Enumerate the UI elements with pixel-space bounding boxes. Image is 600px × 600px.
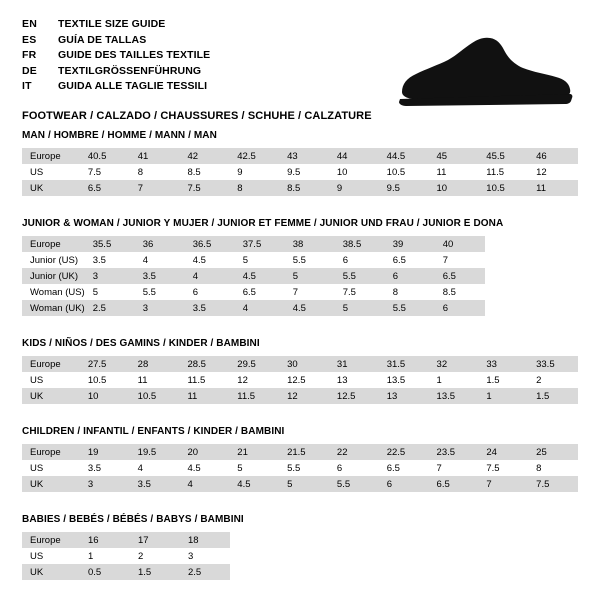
size-cell: 4 bbox=[130, 460, 180, 476]
size-cell: 4.5 bbox=[229, 476, 279, 492]
size-cell: 9 bbox=[229, 164, 279, 180]
row-label: UK bbox=[22, 180, 80, 196]
size-cell: 4.5 bbox=[235, 268, 285, 284]
size-cell: 12 bbox=[229, 372, 279, 388]
size-cell: 31 bbox=[329, 356, 379, 372]
table-row bbox=[22, 476, 578, 492]
size-cell: 3 bbox=[135, 300, 185, 316]
size-cell: 11.5 bbox=[179, 372, 229, 388]
size-cell: 1 bbox=[478, 388, 528, 404]
size-cell: 6 bbox=[335, 252, 385, 268]
size-cell: 5.5 bbox=[335, 268, 385, 284]
size-cell: 5 bbox=[279, 476, 329, 492]
size-cell: 45.5 bbox=[478, 148, 528, 164]
table-row bbox=[22, 300, 485, 316]
size-cell: 13.5 bbox=[379, 372, 429, 388]
size-cell: 22 bbox=[329, 444, 379, 460]
size-cell: 35.5 bbox=[85, 236, 135, 252]
table-row bbox=[22, 356, 578, 372]
language-code: IT bbox=[22, 80, 32, 92]
size-cell: 39 bbox=[385, 236, 435, 252]
row-label: Junior (US) bbox=[22, 252, 85, 268]
row-label: US bbox=[22, 372, 80, 388]
size-cell: 32 bbox=[429, 356, 479, 372]
size-cell: 12.5 bbox=[279, 372, 329, 388]
table-row bbox=[22, 388, 578, 404]
size-cell: 3 bbox=[85, 268, 135, 284]
size-cell: 6.5 bbox=[385, 252, 435, 268]
size-cell: 5 bbox=[85, 284, 135, 300]
size-cell: 7 bbox=[130, 180, 180, 196]
size-cell: 3.5 bbox=[185, 300, 235, 316]
row-label: Junior (UK) bbox=[22, 268, 85, 284]
size-section bbox=[22, 218, 578, 316]
size-cell: 9.5 bbox=[379, 180, 429, 196]
size-cell: 19.5 bbox=[130, 444, 180, 460]
size-cell: 12 bbox=[279, 388, 329, 404]
size-cell: 10.5 bbox=[80, 372, 130, 388]
size-cell: 42.5 bbox=[229, 148, 279, 164]
size-cell: 43 bbox=[279, 148, 329, 164]
size-cell: 38.5 bbox=[335, 236, 385, 252]
table-row bbox=[22, 548, 230, 564]
row-label: Europe bbox=[22, 236, 85, 252]
size-cell: 7.5 bbox=[335, 284, 385, 300]
size-cell: 11 bbox=[528, 180, 578, 196]
size-cell: 9 bbox=[329, 180, 379, 196]
row-label: UK bbox=[22, 388, 80, 404]
size-table bbox=[22, 444, 578, 492]
size-cell: 10.5 bbox=[379, 164, 429, 180]
size-cell: 5.5 bbox=[279, 460, 329, 476]
size-cell: 40.5 bbox=[80, 148, 130, 164]
size-cell: 33 bbox=[478, 356, 528, 372]
size-cell: 36 bbox=[135, 236, 185, 252]
size-cell: 33.5 bbox=[528, 356, 578, 372]
size-section bbox=[22, 338, 578, 404]
size-cell: 5.5 bbox=[285, 252, 335, 268]
size-cell: 4 bbox=[135, 252, 185, 268]
size-cell: 46 bbox=[528, 148, 578, 164]
language-guide-title: TEXTILE SIZE GUIDE bbox=[58, 18, 166, 30]
size-cell: 22.5 bbox=[379, 444, 429, 460]
language-code: DE bbox=[22, 64, 37, 77]
size-cell: 6 bbox=[185, 284, 235, 300]
size-cell: 11 bbox=[429, 164, 479, 180]
row-label: UK bbox=[22, 476, 80, 492]
table-row bbox=[22, 444, 578, 460]
size-cell: 5.5 bbox=[385, 300, 435, 316]
size-cell: 3 bbox=[80, 476, 130, 492]
size-cell: 27.5 bbox=[80, 356, 130, 372]
size-cell: 16 bbox=[80, 532, 130, 548]
table-row bbox=[22, 460, 578, 476]
size-cell: 8 bbox=[528, 460, 578, 476]
table-row bbox=[22, 164, 578, 180]
language-code: EN bbox=[22, 18, 37, 30]
size-cell: 40 bbox=[435, 236, 485, 252]
size-cell: 6 bbox=[435, 300, 485, 316]
size-cell: 28 bbox=[130, 356, 180, 372]
size-section bbox=[22, 514, 578, 580]
section-title: MAN / HOMBRE / HOMME / MANN / MAN bbox=[22, 130, 217, 141]
size-cell: 2 bbox=[130, 548, 180, 564]
size-cell: 4 bbox=[235, 300, 285, 316]
size-cell: 5.5 bbox=[135, 284, 185, 300]
language-code: ES bbox=[22, 33, 37, 46]
size-cell: 7 bbox=[478, 476, 528, 492]
size-cell: 7.5 bbox=[80, 164, 130, 180]
size-cell: 25 bbox=[528, 444, 578, 460]
size-tables bbox=[22, 130, 578, 580]
size-cell: 45 bbox=[429, 148, 479, 164]
size-cell: 13 bbox=[379, 388, 429, 404]
row-label: Europe bbox=[22, 444, 80, 460]
size-cell: 8 bbox=[385, 284, 435, 300]
row-label: Europe bbox=[22, 148, 80, 164]
size-cell: 12.5 bbox=[329, 388, 379, 404]
size-cell: 44.5 bbox=[379, 148, 429, 164]
row-label: Woman (UK) bbox=[22, 300, 85, 316]
size-cell: 6 bbox=[379, 476, 429, 492]
size-cell: 7.5 bbox=[179, 180, 229, 196]
section-title: BABIES / BEBÉS / BÉBÉS / BABYS / BAMBINI bbox=[22, 514, 244, 525]
size-cell: 7 bbox=[429, 460, 479, 476]
size-cell: 7.5 bbox=[528, 476, 578, 492]
table-row bbox=[22, 532, 230, 548]
size-cell: 11.5 bbox=[229, 388, 279, 404]
size-cell: 3.5 bbox=[130, 476, 180, 492]
size-table bbox=[22, 148, 578, 196]
document-header bbox=[22, 18, 578, 122]
size-cell: 12 bbox=[528, 164, 578, 180]
size-cell: 3 bbox=[180, 548, 230, 564]
row-label: UK bbox=[22, 564, 80, 580]
size-cell: 20 bbox=[179, 444, 229, 460]
section-title: CHILDREN / INFANTIL / ENFANTS / KINDER / BAMBINI bbox=[22, 426, 285, 437]
language-guide-title: GUIDE DES TAILLES TEXTILE bbox=[58, 49, 211, 61]
size-cell: 21 bbox=[229, 444, 279, 460]
row-label: Europe bbox=[22, 532, 80, 548]
footwear-category-line: FOOTWEAR / CALZADO / CHAUSSURES / SCHUHE / CALZATURE bbox=[22, 109, 372, 122]
size-cell: 8 bbox=[130, 164, 180, 180]
table-row bbox=[22, 148, 578, 164]
size-cell: 41 bbox=[130, 148, 180, 164]
size-cell: 10 bbox=[329, 164, 379, 180]
size-cell: 8.5 bbox=[179, 164, 229, 180]
size-cell: 18 bbox=[180, 532, 230, 548]
size-cell: 38 bbox=[285, 236, 335, 252]
size-table bbox=[22, 532, 230, 580]
size-cell: 37.5 bbox=[235, 236, 285, 252]
size-cell: 5 bbox=[235, 252, 285, 268]
size-cell: 3.5 bbox=[80, 460, 130, 476]
size-cell: 8.5 bbox=[435, 284, 485, 300]
size-cell: 2.5 bbox=[180, 564, 230, 580]
size-cell: 2.5 bbox=[85, 300, 135, 316]
size-cell: 36.5 bbox=[185, 236, 235, 252]
size-cell: 7 bbox=[285, 284, 335, 300]
size-cell: 6.5 bbox=[429, 476, 479, 492]
size-cell: 1.5 bbox=[528, 388, 578, 404]
row-label: US bbox=[22, 460, 80, 476]
size-cell: 9.5 bbox=[279, 164, 329, 180]
row-label: US bbox=[22, 548, 80, 564]
size-cell: 6.5 bbox=[435, 268, 485, 284]
size-cell: 6.5 bbox=[235, 284, 285, 300]
size-cell: 3.5 bbox=[135, 268, 185, 284]
size-table bbox=[22, 236, 485, 316]
size-cell: 13.5 bbox=[429, 388, 479, 404]
row-label: US bbox=[22, 164, 80, 180]
table-row bbox=[22, 284, 485, 300]
table-row bbox=[22, 372, 578, 388]
size-table bbox=[22, 356, 578, 404]
size-cell: 10 bbox=[80, 388, 130, 404]
size-cell: 5 bbox=[285, 268, 335, 284]
size-cell: 11.5 bbox=[478, 164, 528, 180]
size-section bbox=[22, 130, 578, 196]
size-cell: 2 bbox=[528, 372, 578, 388]
language-guide-title: GUÍA DE TALLAS bbox=[58, 33, 147, 46]
size-cell: 10.5 bbox=[130, 388, 180, 404]
size-cell: 1 bbox=[429, 372, 479, 388]
size-cell: 1.5 bbox=[478, 372, 528, 388]
row-label: Europe bbox=[22, 356, 80, 372]
size-cell: 23.5 bbox=[429, 444, 479, 460]
size-cell: 10.5 bbox=[478, 180, 528, 196]
size-cell: 6.5 bbox=[379, 460, 429, 476]
table-row bbox=[22, 564, 230, 580]
size-cell: 4 bbox=[185, 268, 235, 284]
size-cell: 1.5 bbox=[130, 564, 180, 580]
size-cell: 31.5 bbox=[379, 356, 429, 372]
section-title: KIDS / NIÑOS / DES GAMINS / KINDER / BAMBINI bbox=[22, 338, 260, 349]
size-cell: 13 bbox=[329, 372, 379, 388]
size-cell: 5.5 bbox=[329, 476, 379, 492]
size-cell: 30 bbox=[279, 356, 329, 372]
size-cell: 10 bbox=[429, 180, 479, 196]
size-cell: 29.5 bbox=[229, 356, 279, 372]
size-cell: 42 bbox=[179, 148, 229, 164]
size-cell: 8 bbox=[229, 180, 279, 196]
language-row bbox=[22, 18, 578, 34]
size-section bbox=[22, 426, 578, 492]
size-cell: 44 bbox=[329, 148, 379, 164]
size-cell: 4.5 bbox=[185, 252, 235, 268]
size-cell: 5 bbox=[229, 460, 279, 476]
size-cell: 6.5 bbox=[80, 180, 130, 196]
size-cell: 11 bbox=[179, 388, 229, 404]
table-row bbox=[22, 236, 485, 252]
size-cell: 6 bbox=[385, 268, 435, 284]
size-cell: 6 bbox=[329, 460, 379, 476]
size-cell: 19 bbox=[80, 444, 130, 460]
language-guide-title: GUIDA ALLE TAGLIE TESSILI bbox=[58, 80, 208, 92]
size-cell: 4.5 bbox=[179, 460, 229, 476]
table-row bbox=[22, 180, 578, 196]
row-label: Woman (US) bbox=[22, 284, 85, 300]
size-cell: 8.5 bbox=[279, 180, 329, 196]
size-cell: 4.5 bbox=[285, 300, 335, 316]
size-cell: 4 bbox=[179, 476, 229, 492]
language-guide-title: TEXTILGRÖSSENFÜHRUNG bbox=[58, 64, 202, 77]
table-row bbox=[22, 268, 485, 284]
size-cell: 5 bbox=[335, 300, 385, 316]
size-cell: 7.5 bbox=[478, 460, 528, 476]
section-title: JUNIOR & WOMAN / JUNIOR Y MUJER / JUNIOR ET FEMME / JUNIOR UND FRAU / JUNIOR E DONA bbox=[22, 218, 504, 229]
size-cell: 11 bbox=[130, 372, 180, 388]
dress-shoe-icon bbox=[394, 34, 574, 108]
size-cell: 1 bbox=[80, 548, 130, 564]
size-cell: 21.5 bbox=[279, 444, 329, 460]
size-cell: 3.5 bbox=[85, 252, 135, 268]
size-cell: 24 bbox=[478, 444, 528, 460]
table-row bbox=[22, 252, 485, 268]
size-cell: 7 bbox=[435, 252, 485, 268]
size-cell: 17 bbox=[130, 532, 180, 548]
size-cell: 0.5 bbox=[80, 564, 130, 580]
size-cell: 28.5 bbox=[179, 356, 229, 372]
language-code: FR bbox=[22, 49, 37, 61]
